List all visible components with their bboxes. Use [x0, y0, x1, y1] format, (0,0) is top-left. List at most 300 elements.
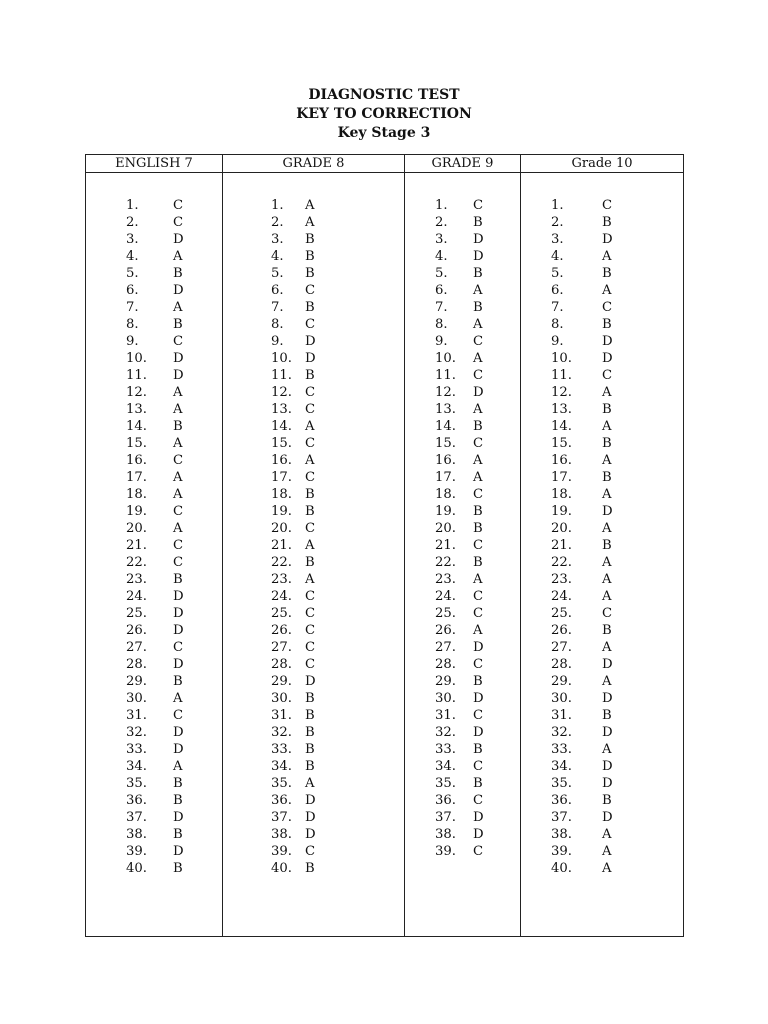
answer-letter: D — [173, 742, 184, 757]
question-number: 25. — [271, 606, 292, 621]
answer-letter: C — [473, 606, 484, 621]
answer-letter: D — [305, 351, 316, 366]
question-number: 12. — [126, 385, 147, 400]
answer-row — [86, 588, 222, 605]
answer-letter: C — [473, 708, 484, 723]
answer-letter: A — [173, 691, 183, 706]
answer-row — [521, 503, 683, 520]
answer-letter: D — [602, 232, 613, 247]
answer-letter: C — [305, 385, 316, 400]
question-number: 19. — [435, 504, 456, 519]
answer-letter: D — [305, 793, 316, 808]
answer-letter: C — [602, 198, 613, 213]
question-number: 15. — [551, 436, 572, 451]
question-number: 4. — [271, 249, 284, 264]
question-number: 25. — [551, 606, 572, 621]
answer-row — [521, 554, 683, 571]
answer-letter: D — [602, 759, 613, 774]
question-number: 34. — [435, 759, 456, 774]
answer-letter: D — [173, 657, 184, 672]
answer-letter: C — [305, 657, 316, 672]
answer-letter: C — [305, 283, 316, 298]
answer-letter: C — [305, 470, 316, 485]
question-number: 14. — [435, 419, 456, 434]
answer-row — [223, 350, 404, 367]
question-number: 24. — [271, 589, 292, 604]
answer-row — [86, 690, 222, 707]
answer-letter: B — [173, 572, 183, 587]
answer-row — [223, 503, 404, 520]
question-number: 24. — [435, 589, 456, 604]
answer-letter: B — [473, 215, 483, 230]
question-number: 12. — [551, 385, 572, 400]
answer-row — [86, 486, 222, 503]
question-number: 40. — [126, 861, 147, 876]
question-number: 9. — [435, 334, 448, 349]
question-number: 36. — [551, 793, 572, 808]
answer-row — [405, 469, 520, 486]
question-number: 27. — [126, 640, 147, 655]
answer-row — [521, 316, 683, 333]
column-heading-grade-8: GRADE 8 — [223, 155, 405, 173]
answer-letter: A — [602, 742, 612, 757]
answer-row — [405, 248, 520, 265]
question-number: 28. — [435, 657, 456, 672]
answer-row — [521, 673, 683, 690]
answer-letter: B — [305, 742, 315, 757]
question-number: 18. — [551, 487, 572, 502]
answer-row — [405, 792, 520, 809]
answer-row — [223, 741, 404, 758]
answer-letter: D — [473, 249, 484, 264]
answer-row — [223, 656, 404, 673]
answer-letter: B — [305, 249, 315, 264]
answer-row — [405, 554, 520, 571]
question-number: 10. — [271, 351, 292, 366]
answer-row — [405, 826, 520, 843]
question-number: 13. — [126, 402, 147, 417]
answer-row — [86, 231, 222, 248]
answer-letter: D — [173, 725, 184, 740]
question-number: 20. — [126, 521, 147, 536]
answer-letter: B — [473, 419, 483, 434]
answer-row — [405, 282, 520, 299]
question-number: 6. — [271, 283, 284, 298]
document-header — [0, 86, 768, 143]
answer-row — [86, 639, 222, 656]
answer-row — [223, 537, 404, 554]
question-number: 19. — [126, 504, 147, 519]
answer-row — [86, 571, 222, 588]
answer-letter: B — [305, 861, 315, 876]
answer-row — [86, 401, 222, 418]
question-number: 34. — [126, 759, 147, 774]
question-number: 28. — [551, 657, 572, 672]
answer-row — [223, 758, 404, 775]
answer-letter: B — [173, 419, 183, 434]
answer-letter: A — [602, 589, 612, 604]
answer-letter: A — [305, 538, 315, 553]
question-number: 11. — [551, 368, 572, 383]
answer-row — [405, 656, 520, 673]
answer-letter: A — [473, 572, 483, 587]
answer-letter: D — [305, 827, 316, 842]
answer-letter: C — [173, 538, 184, 553]
answer-key-table — [85, 154, 684, 937]
answer-letter: A — [473, 402, 483, 417]
answer-letter: C — [305, 589, 316, 604]
answer-letter: A — [173, 487, 183, 502]
answers-list-english-7 — [86, 173, 222, 877]
question-number: 23. — [126, 572, 147, 587]
answer-row — [521, 792, 683, 809]
answer-row — [405, 741, 520, 758]
answer-row — [223, 588, 404, 605]
answer-letter: B — [173, 793, 183, 808]
answer-letter: C — [473, 759, 484, 774]
answer-row — [223, 571, 404, 588]
question-number: 2. — [126, 215, 139, 230]
answer-row — [405, 265, 520, 282]
answer-letter: B — [173, 674, 183, 689]
answer-letter: A — [602, 555, 612, 570]
answer-letter: B — [173, 861, 183, 876]
answers-cell-grade-9 — [405, 173, 521, 937]
question-number: 9. — [126, 334, 139, 349]
question-number: 29. — [551, 674, 572, 689]
question-number: 1. — [551, 198, 564, 213]
answer-row — [223, 384, 404, 401]
answers-cell-grade-8 — [223, 173, 405, 937]
question-number: 26. — [551, 623, 572, 638]
answer-row — [223, 418, 404, 435]
question-number: 29. — [271, 674, 292, 689]
answer-row — [223, 826, 404, 843]
question-number: 31. — [126, 708, 147, 723]
answer-letter: D — [602, 504, 613, 519]
answer-row — [405, 843, 520, 860]
answer-row — [86, 707, 222, 724]
answer-letter: D — [602, 691, 613, 706]
answer-letter: B — [305, 300, 315, 315]
question-number: 1. — [126, 198, 139, 213]
question-number: 33. — [551, 742, 572, 757]
answer-letter: B — [473, 521, 483, 536]
question-number: 15. — [271, 436, 292, 451]
answer-letter: B — [305, 487, 315, 502]
answer-letter: D — [602, 657, 613, 672]
answer-letter: A — [173, 402, 183, 417]
question-number: 22. — [271, 555, 292, 570]
answer-row — [521, 367, 683, 384]
answer-letter: A — [602, 572, 612, 587]
question-number: 33. — [435, 742, 456, 757]
answer-letter: B — [305, 232, 315, 247]
answer-letter: A — [173, 759, 183, 774]
answer-row — [405, 214, 520, 231]
column-heading-grade-9: GRADE 9 — [405, 155, 521, 173]
question-number: 27. — [551, 640, 572, 655]
answer-row — [86, 758, 222, 775]
answer-row — [405, 367, 520, 384]
answer-letter: B — [602, 402, 612, 417]
answer-row — [521, 452, 683, 469]
answer-row — [86, 265, 222, 282]
question-number: 7. — [271, 300, 284, 315]
answer-row — [405, 588, 520, 605]
answer-row — [223, 282, 404, 299]
question-number: 23. — [551, 572, 572, 587]
answer-row — [521, 486, 683, 503]
answer-letter: D — [473, 827, 484, 842]
question-number: 38. — [126, 827, 147, 842]
answer-letter: C — [602, 606, 613, 621]
answer-row — [86, 843, 222, 860]
answer-row — [223, 673, 404, 690]
answer-row — [521, 571, 683, 588]
question-number: 36. — [271, 793, 292, 808]
answer-row — [521, 605, 683, 622]
answer-row — [521, 826, 683, 843]
answer-letter: C — [305, 402, 316, 417]
answer-letter: C — [473, 334, 484, 349]
answer-row — [223, 843, 404, 860]
question-number: 20. — [435, 521, 456, 536]
answer-row — [521, 775, 683, 792]
answer-row — [223, 231, 404, 248]
answer-letter: A — [473, 351, 483, 366]
table-header-row — [86, 155, 684, 173]
answer-row — [405, 673, 520, 690]
answer-row — [521, 197, 683, 214]
question-number: 6. — [126, 283, 139, 298]
answer-letter: B — [173, 827, 183, 842]
answer-letter: C — [473, 589, 484, 604]
answer-row — [223, 248, 404, 265]
answer-row — [521, 741, 683, 758]
answer-row — [86, 741, 222, 758]
question-number: 7. — [435, 300, 448, 315]
answer-letter: C — [473, 538, 484, 553]
answer-letter: A — [173, 521, 183, 536]
answer-letter: B — [473, 266, 483, 281]
question-number: 12. — [435, 385, 456, 400]
question-number: 3. — [435, 232, 448, 247]
answer-row — [521, 435, 683, 452]
answer-letter: B — [602, 623, 612, 638]
answer-row — [86, 316, 222, 333]
answer-row — [223, 401, 404, 418]
answer-letter: D — [173, 810, 184, 825]
answer-letter: D — [473, 691, 484, 706]
answer-letter: A — [173, 385, 183, 400]
question-number: 21. — [271, 538, 292, 553]
question-number: 18. — [271, 487, 292, 502]
answer-letter: D — [305, 674, 316, 689]
answer-row — [521, 520, 683, 537]
question-number: 23. — [435, 572, 456, 587]
answer-row — [86, 656, 222, 673]
answer-row — [86, 418, 222, 435]
question-number: 35. — [271, 776, 292, 791]
answer-row — [521, 656, 683, 673]
question-number: 20. — [551, 521, 572, 536]
answer-row — [86, 214, 222, 231]
answer-row — [405, 316, 520, 333]
question-number: 37. — [551, 810, 572, 825]
answer-row — [223, 486, 404, 503]
answer-row — [405, 724, 520, 741]
answer-row — [405, 299, 520, 316]
question-number: 16. — [271, 453, 292, 468]
question-number: 30. — [435, 691, 456, 706]
question-number: 24. — [551, 589, 572, 604]
answer-letter: B — [473, 742, 483, 757]
answer-row — [521, 333, 683, 350]
answer-row — [405, 486, 520, 503]
question-number: 12. — [271, 385, 292, 400]
question-number: 39. — [551, 844, 572, 859]
answer-row — [86, 333, 222, 350]
question-number: 17. — [435, 470, 456, 485]
column-heading-english-7: ENGLISH 7 — [86, 155, 223, 173]
question-number: 35. — [126, 776, 147, 791]
answer-row — [405, 384, 520, 401]
answer-row — [86, 809, 222, 826]
question-number: 25. — [126, 606, 147, 621]
answer-row — [521, 809, 683, 826]
answer-row — [86, 826, 222, 843]
answer-row — [521, 690, 683, 707]
question-number: 13. — [551, 402, 572, 417]
answer-letter: B — [473, 555, 483, 570]
answer-row — [223, 452, 404, 469]
answer-row — [86, 673, 222, 690]
answer-row — [405, 401, 520, 418]
question-number: 18. — [126, 487, 147, 502]
answer-row — [405, 333, 520, 350]
answer-row — [521, 639, 683, 656]
question-number: 30. — [551, 691, 572, 706]
answer-row — [86, 248, 222, 265]
question-number: 29. — [435, 674, 456, 689]
answer-letter: B — [602, 538, 612, 553]
document-subtitle: KEY TO CORRECTION — [296, 106, 472, 122]
answer-row — [521, 622, 683, 639]
answer-letter: B — [473, 674, 483, 689]
question-number: 2. — [435, 215, 448, 230]
answer-letter: D — [173, 606, 184, 621]
question-number: 17. — [551, 470, 572, 485]
answer-letter: D — [305, 810, 316, 825]
answer-letter: A — [602, 674, 612, 689]
question-number: 36. — [435, 793, 456, 808]
answer-row — [223, 520, 404, 537]
answer-row — [223, 809, 404, 826]
question-number: 30. — [271, 691, 292, 706]
question-number: 10. — [435, 351, 456, 366]
answer-letter: B — [305, 368, 315, 383]
question-number: 6. — [551, 283, 564, 298]
answer-letter: B — [473, 776, 483, 791]
answer-row — [405, 639, 520, 656]
answer-row — [223, 792, 404, 809]
question-number: 8. — [551, 317, 564, 332]
answer-row — [405, 503, 520, 520]
question-number: 31. — [271, 708, 292, 723]
question-number: 10. — [126, 351, 147, 366]
answer-row — [223, 724, 404, 741]
question-number: 2. — [271, 215, 284, 230]
answer-letter: C — [305, 521, 316, 536]
question-number: 18. — [435, 487, 456, 502]
question-number: 21. — [126, 538, 147, 553]
question-number: 39. — [271, 844, 292, 859]
question-number: 9. — [271, 334, 284, 349]
question-number: 32. — [435, 725, 456, 740]
answer-letter: A — [305, 198, 315, 213]
answer-row — [521, 843, 683, 860]
answers-list-grade-10 — [521, 173, 683, 877]
question-number: 14. — [551, 419, 572, 434]
answer-letter: B — [602, 215, 612, 230]
answer-row — [405, 690, 520, 707]
answer-letter: D — [602, 334, 613, 349]
answer-letter: A — [305, 215, 315, 230]
answer-row — [521, 724, 683, 741]
question-number: 39. — [126, 844, 147, 859]
answer-row — [521, 860, 683, 877]
question-number: 25. — [435, 606, 456, 621]
answer-letter: A — [602, 844, 612, 859]
question-number: 4. — [435, 249, 448, 264]
answer-letter: A — [305, 572, 315, 587]
answer-row — [223, 707, 404, 724]
question-number: 27. — [271, 640, 292, 655]
question-number: 14. — [126, 419, 147, 434]
answer-row — [405, 537, 520, 554]
answer-row — [223, 333, 404, 350]
answer-row — [521, 248, 683, 265]
answer-row — [223, 690, 404, 707]
answer-letter: C — [173, 453, 184, 468]
answer-letter: B — [602, 266, 612, 281]
question-number: 33. — [271, 742, 292, 757]
answer-letter: B — [173, 317, 183, 332]
question-number: 28. — [126, 657, 147, 672]
answer-row — [405, 418, 520, 435]
answer-letter: B — [602, 793, 612, 808]
question-number: 5. — [551, 266, 564, 281]
answer-letter: B — [602, 470, 612, 485]
question-number: 16. — [435, 453, 456, 468]
question-number: 11. — [271, 368, 292, 383]
answer-row — [86, 197, 222, 214]
answer-row — [86, 860, 222, 877]
answer-row — [86, 452, 222, 469]
answer-row — [521, 758, 683, 775]
answer-letter: D — [173, 283, 184, 298]
question-number: 1. — [435, 198, 448, 213]
question-number: 9. — [551, 334, 564, 349]
answer-row — [86, 520, 222, 537]
question-number: 39. — [435, 844, 456, 859]
question-number: 7. — [551, 300, 564, 315]
answer-letter: B — [602, 436, 612, 451]
answer-letter: A — [173, 470, 183, 485]
answer-row — [223, 299, 404, 316]
answer-letter: D — [602, 776, 613, 791]
